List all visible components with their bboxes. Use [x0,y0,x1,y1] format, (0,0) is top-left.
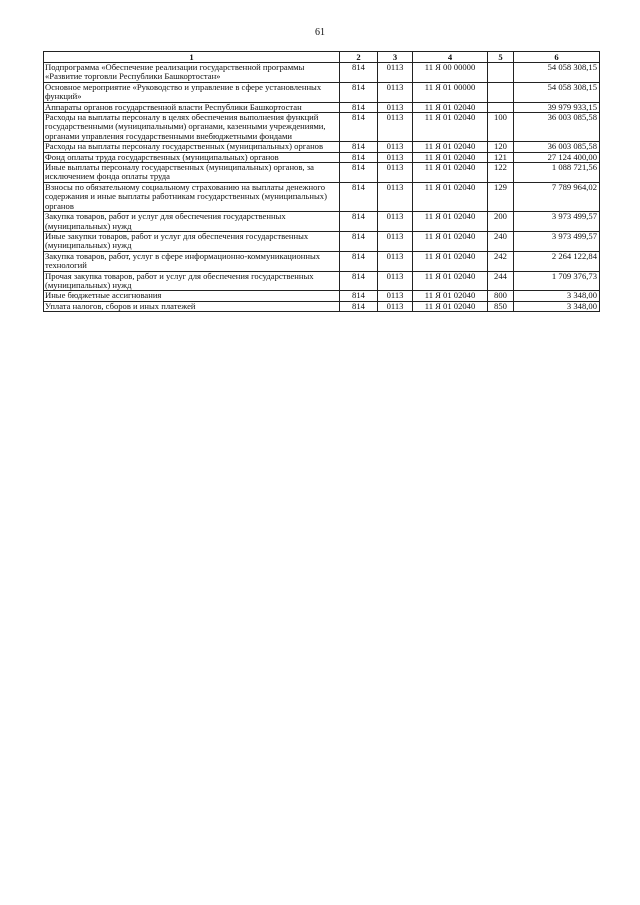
row-code: 814 [340,301,378,311]
row-section: 0113 [378,113,413,142]
row-expense-type [488,63,514,83]
row-code: 814 [340,113,378,142]
row-section: 0113 [378,212,413,232]
row-expense-type: 800 [488,291,514,301]
row-description: Расходы на выплаты персоналу в целях обеспечения выполнения функций государственными (муниципальными) органами, казенными учреждениями, органами управления государственными внебюджетными фондами [44,113,340,142]
budget-table [43,51,600,312]
row-code: 814 [340,142,378,152]
header-col-4: 4 [413,52,488,63]
row-target-article: 11 Я 01 02040 [413,152,488,162]
table-row [44,102,600,112]
row-description: Уплата налогов, сборов и иных платежей [44,301,340,311]
row-amount: 36 003 085,58 [514,113,600,142]
row-amount: 54 058 308,15 [514,82,600,102]
row-target-article: 11 Я 00 00000 [413,63,488,83]
row-description: Прочая закупка товаров, работ и услуг для обеспечения государственных (муниципальных) нужд [44,271,340,291]
table-header-row [44,52,600,63]
row-code: 814 [340,212,378,232]
table-row [44,231,600,251]
row-code: 814 [340,63,378,83]
row-section: 0113 [378,291,413,301]
header-col-5: 5 [488,52,514,63]
row-section: 0113 [378,63,413,83]
row-section: 0113 [378,163,413,183]
row-description: Расходы на выплаты персоналу государственных (муниципальных) органов [44,142,340,152]
row-expense-type [488,82,514,102]
row-target-article: 11 Я 01 02040 [413,291,488,301]
row-target-article: 11 Я 01 02040 [413,301,488,311]
table-row [44,82,600,102]
row-description: Закупка товаров, работ и услуг для обеспечения государственных (муниципальных) нужд [44,212,340,232]
row-target-article: 11 Я 01 02040 [413,182,488,211]
row-target-article: 11 Я 01 02040 [413,142,488,152]
row-description: Иные бюджетные ассигнования [44,291,340,301]
row-description: Подпрограмма «Обеспечение реализации государственной программы «Развитие торговли Республики Башкортостан» [44,63,340,83]
table-row [44,291,600,301]
row-target-article: 11 Я 01 02040 [413,113,488,142]
table-row [44,113,600,142]
row-amount: 2 264 122,84 [514,251,600,271]
table-row [44,271,600,291]
row-code: 814 [340,231,378,251]
row-amount: 3 973 499,57 [514,212,600,232]
row-amount: 3 348,00 [514,301,600,311]
row-section: 0113 [378,182,413,211]
row-description: Иные выплаты персоналу государственных (муниципальных) органов, за исключением фонда оплаты труда [44,163,340,183]
row-target-article: 11 Я 01 02040 [413,102,488,112]
row-code: 814 [340,82,378,102]
row-amount: 1 709 376,73 [514,271,600,291]
header-col-6: 6 [514,52,600,63]
row-amount: 7 789 964,02 [514,182,600,211]
row-target-article: 11 Я 01 02040 [413,212,488,232]
row-expense-type: 200 [488,212,514,232]
row-amount: 1 088 721,56 [514,163,600,183]
row-section: 0113 [378,301,413,311]
row-amount: 3 348,00 [514,291,600,301]
table-row [44,163,600,183]
page-number: 61 [315,27,325,38]
row-amount: 36 003 085,58 [514,142,600,152]
table-row [44,142,600,152]
table-row [44,152,600,162]
row-amount: 39 979 933,15 [514,102,600,112]
row-description: Закупка товаров, работ, услуг в сфере информационно-коммуникационных технологий [44,251,340,271]
row-expense-type: 120 [488,142,514,152]
header-col-3: 3 [378,52,413,63]
row-expense-type: 100 [488,113,514,142]
row-code: 814 [340,152,378,162]
table-row [44,63,600,83]
row-description: Основное мероприятие «Руководство и управление в сфере установленных функций» [44,82,340,102]
row-section: 0113 [378,152,413,162]
row-code: 814 [340,291,378,301]
header-col-2: 2 [340,52,378,63]
row-section: 0113 [378,82,413,102]
row-expense-type: 240 [488,231,514,251]
row-code: 814 [340,251,378,271]
row-description: Иные закупки товаров, работ и услуг для обеспечения государственных (муниципальных) нужд [44,231,340,251]
row-section: 0113 [378,231,413,251]
row-amount: 27 124 400,00 [514,152,600,162]
row-target-article: 11 Я 01 02040 [413,163,488,183]
row-amount: 54 058 308,15 [514,63,600,83]
table-row [44,251,600,271]
row-expense-type: 242 [488,251,514,271]
row-code: 814 [340,271,378,291]
row-section: 0113 [378,271,413,291]
table-row [44,301,600,311]
row-expense-type: 121 [488,152,514,162]
row-section: 0113 [378,251,413,271]
row-expense-type: 244 [488,271,514,291]
row-target-article: 11 Я 01 00000 [413,82,488,102]
table-row [44,182,600,211]
row-description: Взносы по обязательному социальному страхованию на выплаты денежного содержания и иные выплаты работникам государственных (муниципальных) органов [44,182,340,211]
row-target-article: 11 Я 01 02040 [413,231,488,251]
row-target-article: 11 Я 01 02040 [413,271,488,291]
row-code: 814 [340,102,378,112]
row-description: Фонд оплаты труда государственных (муниципальных) органов [44,152,340,162]
header-col-1: 1 [44,52,340,63]
row-expense-type [488,102,514,112]
row-description: Аппараты органов государственной власти Республики Башкортостан [44,102,340,112]
row-code: 814 [340,163,378,183]
row-section: 0113 [378,142,413,152]
row-expense-type: 129 [488,182,514,211]
row-expense-type: 850 [488,301,514,311]
table-body [44,63,600,312]
row-expense-type: 122 [488,163,514,183]
row-target-article: 11 Я 01 02040 [413,251,488,271]
table-row [44,212,600,232]
row-section: 0113 [378,102,413,112]
row-amount: 3 973 499,57 [514,231,600,251]
row-code: 814 [340,182,378,211]
